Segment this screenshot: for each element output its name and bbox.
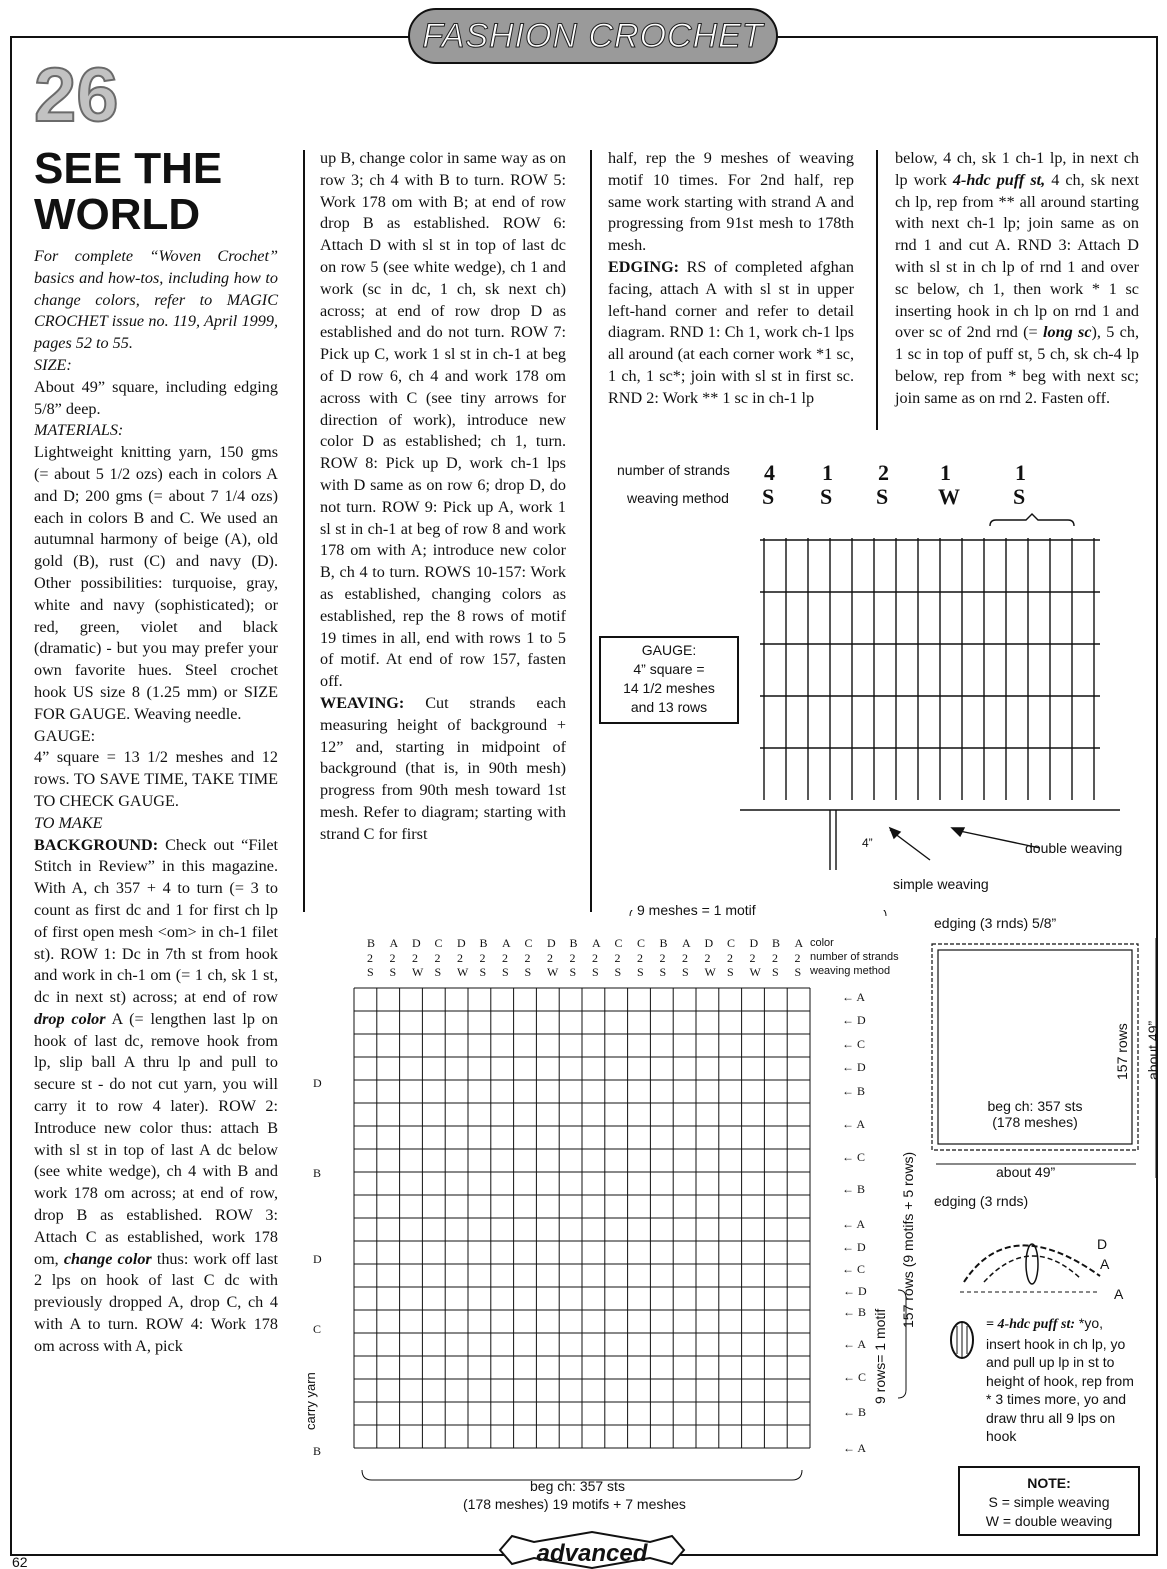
chart-left-color-5: B [313, 1444, 322, 1458]
size-text: About 49” square, including edging 5/8” deep. [34, 377, 278, 418]
chart-strands-7: 2 [502, 951, 508, 965]
chart-strands-4: 2 [434, 951, 441, 965]
group-strands-1: 4 [764, 460, 775, 485]
pattern-title: SEE THE WORLD [34, 144, 223, 239]
chart-method-10: S [569, 965, 577, 979]
edging-cont-text: below, 4 ch, sk 1 ch-1 lp, in next ch lp work 4-hdc puff st, 4 ch, sk next ch lp, rep from ** all around starting with next ch-1 lp; join same as on rnd 1 and cut A. RND 3: Attach D with sl st in ch lp of rnd 1 and over sc below, ch 1, then work * 1 sc inserting hook in ch lp on rnd 1 and over sc of 2nd rnd (= long sc), 5 ch, 1 sc in top of puff st, 5 ch, sk ch-4 lp below, rep from * beg with next sc; join same as on rnd 2. Fasten off. [895, 149, 1140, 407]
edging-a-label: A [1100, 1256, 1110, 1272]
square-edging-label: edging (3 rnds) 5/8” [934, 915, 1057, 931]
edging-d-label: D [1097, 1236, 1108, 1252]
edging-detail-diagram [950, 1212, 1120, 1312]
size-heading: SIZE: [34, 355, 72, 374]
chart-row-color-5: ← B [842, 1084, 866, 1098]
chart-method-13: S [637, 965, 644, 979]
beg-chain-detail: (178 meshes) 19 motifs + 7 meshes [463, 1496, 686, 1512]
puff-stitch-icon [948, 1318, 978, 1368]
square-beg-label: beg ch: 357 sts (178 meshes) [987, 1098, 1083, 1130]
chart-left-color-4: C [313, 1322, 322, 1336]
chart-legend: color number of strands weaving method [810, 937, 899, 977]
method-label: weaving method [627, 490, 729, 506]
chart-strands-19: 2 [772, 951, 778, 965]
chart-row-color-3: ← C [842, 1037, 866, 1051]
gauge-text: 4” square = 13 1/2 meshes and 12 rows. TO SAVE TIME, TAKE TIME TO CHECK GAUGE. [34, 748, 278, 810]
chart-strands-2: 2 [389, 951, 396, 965]
chart-left-color-1: D [313, 1076, 322, 1090]
materials-text: Lightweight knitting yarn, 150 gms (= about 5 1/2 ozs) each in colors A and D; 200 gms (= about 7 1/4 ozs) each in colors B and C. We used an autumnal harmony of beige (A), old gold (B), rust (C) and navy (D). Other possibilities: turquoise, gray, white and navy (sophisticated); or red, green, violet and black (dramatic) - but you may prefer your own favorite hues. Steel crochet hook US size 8 (1.25 mm) or SIZE FOR GAUGE. Weaving needle. [34, 443, 278, 723]
chart-method-11: S [592, 965, 599, 979]
chart-color-4: C [434, 936, 443, 950]
column-2 [320, 148, 566, 846]
chart-row-color-13: ← B [843, 1305, 867, 1319]
column-rule-3 [876, 150, 878, 430]
page-number: 62 [12, 1554, 28, 1569]
chart-method-16: W [704, 965, 716, 979]
chart-method-15: S [682, 965, 689, 979]
chart-row-color-16: ← B [843, 1405, 867, 1419]
chart-method-6: S [479, 965, 487, 979]
chart-row-color-1: ← A [842, 990, 866, 1004]
chart-strands-17: 2 [727, 951, 733, 965]
rows-per-motif-label: 9 rows= 1 motif [872, 1308, 888, 1404]
chart-color-1: B [367, 936, 376, 950]
weaving-cont-text: half, rep the 9 meshes of weaving motif 10 times. For 2nd half, rep same work starting with strand A and progressing from 91st mesh to 178th mesh. [608, 149, 854, 255]
chart-color-7: A [502, 936, 511, 950]
note-box: NOTE: S = simple weaving W = double weaving [958, 1466, 1140, 1536]
chart-row-color-7: ← C [842, 1150, 866, 1164]
double-weaving-label: double weaving [1025, 840, 1123, 856]
chart-method-9: W [547, 965, 559, 979]
chart-strands-12: 2 [614, 951, 621, 965]
chart-color-6: B [479, 936, 488, 950]
chart-method-14: S [659, 965, 667, 979]
chart-row-color-6: ← A [842, 1117, 866, 1131]
chart-strands-11: 2 [592, 951, 598, 965]
group-strands-3: 2 [878, 460, 889, 485]
pattern-number: 26 [34, 53, 119, 138]
section-header [408, 8, 778, 64]
section-title: FASHION CROCHET [422, 16, 764, 55]
chart-color-15: A [682, 936, 691, 950]
chart-row-color-4: ← D [842, 1060, 866, 1074]
chart-color-13: C [637, 936, 646, 950]
badge-label: advanced [536, 1540, 648, 1567]
chart-strands-20: 2 [794, 951, 801, 965]
weaving-text: WEAVING: Cut strands each measuring height of background + 12” and, starting in midpoint of background (that is, in 90th mesh) progress from 90th mesh toward 1st mesh. Refer to diagram; starting with strand C for first [320, 693, 566, 843]
group-method-2: S [820, 484, 833, 509]
simple-weaving-label: simple weaving [893, 876, 989, 892]
group-method-3: S [876, 484, 889, 509]
chart-color-10: B [569, 936, 578, 950]
chart-method-5: W [457, 965, 469, 979]
group-strands-2: 1 [822, 460, 833, 485]
chart-row-color-2: ← D [842, 1013, 866, 1027]
to-make-heading: TO MAKE [34, 813, 103, 832]
chart-row-color-12: ← D [843, 1284, 867, 1298]
chart-method-7: S [502, 965, 509, 979]
chart-row-color-17: ← A [843, 1441, 867, 1455]
chart-method-12: S [614, 965, 622, 979]
column-rule-1 [303, 150, 305, 912]
chart-left-color-3: D [313, 1252, 322, 1266]
materials-heading: MATERIALS: [34, 421, 124, 440]
chart-color-19: B [772, 936, 781, 950]
chart-method-3: W [412, 965, 424, 979]
group-method-5: S [1013, 484, 1026, 509]
gauge-heading: GAUGE: [34, 726, 96, 745]
chart-color-17: C [727, 936, 736, 950]
background-text: BACKGROUND: Check out “Filet Stitch in Review” in this magazine. With A, ch 357 + 4 to turn (= 3 to count as first dc and 1 for first ch lp of first open mesh <om> in ch-1 filet st). ROW 1: Dc in 7th st from hook and work in ch-1 om (= 1 ch, sk 1 st, dc in next st) across; at end of row drop color A (= lengthen last lp on hook of last dc, remove hook from lp, slip ball A thru lp and pull to secure st - do not cut yarn, you will carry it to row 4 later). ROW 2: Introduce new color thus: attach B with sl st in top of last A dc below (see white wedge), ch 4 with B and work 178 om across; at end of row, drop B as established. ROW 3: Attach C as established, work 178 om, change color thus: work off last 2 lps on hook of last C dc with previously dropped A, drop C, ch 4 with A to turn. ROW 4: Work 178 om across with A, pick [34, 835, 279, 1355]
column-4 [895, 148, 1139, 410]
puff-stitch-explanation: = 4-hdc puff st: *yo, insert hook in ch lp, yo and pull up lp in st to height of hook, rep from * 3 times more, yo and draw thru all 9 lps on hook [986, 1315, 1134, 1444]
square-rows-label: 157 rows [1114, 1023, 1130, 1080]
edging-detail-label: edging (3 rnds) [934, 1193, 1029, 1209]
rows-text: up B, change color in same way as on row 3; ch 4 with B to turn. ROW 5: Work 178 om with B; at end of row drop B as established. ROW 6: Attach D with sl st in top of last dc on row 5 (see white wedge), ch 1 and work (sc in dc, 1 ch, sk next ch) across; at end of row drop D as established and do not turn. ROW 7: Pick up C, work 1 sl st in ch-1 at beg of D row 6, ch 4 and work 178 om across with C (see tiny arrows for direction of work), introduce new color D as established; ch 1, turn. ROW 8: Pick up D, work ch-1 lps with D same as on row 6; drop D, do not turn. ROW 9: Pick up A, work 1 sl st in ch-1 at beg of row 8 and work 178 om with A; introduce new color B, ch 4 to turn. ROWS 10-157: Work as established, changing colors as established, rep the 8 rows of motif 19 times in all, end with rows 1 to 5 of motif. At end of row 157, fasten off. [320, 149, 566, 691]
group-strands-4: 1 [940, 460, 951, 485]
difficulty-badge [494, 1530, 690, 1569]
four-inch-label: 4” [862, 836, 873, 850]
group-strands-5: 1 [1015, 460, 1026, 485]
column-rule-2 [590, 150, 592, 912]
chart-color-9: D [547, 936, 556, 950]
chart-row-color-9: ← A [842, 1217, 866, 1231]
carry-yarn-label: carry yarn [303, 1372, 318, 1430]
chart-color-3: D [412, 936, 421, 950]
square-bottom-label: about 49” [996, 1164, 1056, 1180]
strands-label: number of strands [617, 462, 730, 478]
column-3 [608, 148, 854, 410]
chart-strands-10: 2 [569, 951, 576, 965]
edging-text: EDGING: RS of completed afghan facing, attach A with sl st in upper left-hand corner and refer to detail diagram. RND 1: Ch 1, work ch-1 lps all around (at each corner work *1 sc, 1 ch, 1 sc*; join with sl st in first sc. RND 2: Work ** 1 sc in ch-1 lp [608, 257, 854, 407]
chart-color-8: C [524, 936, 533, 950]
chart-color-12: C [614, 936, 623, 950]
gauge-box: GAUGE: 4” square = 14 1/2 meshes and 13 rows [599, 636, 739, 724]
weave-brace [990, 514, 1074, 526]
chart-row-color-8: ← B [842, 1182, 866, 1196]
group-method-4: W [938, 484, 960, 509]
chart-strands-18: 2 [749, 951, 756, 965]
chart-strands-9: 2 [547, 951, 553, 965]
chart-method-17: S [727, 965, 734, 979]
chart-row-color-10: ← D [842, 1240, 866, 1254]
chart-method-1: S [367, 965, 374, 979]
chart-color-2: A [389, 936, 399, 950]
chart-strands-6: 2 [479, 951, 486, 965]
beg-chain-label: beg ch: 357 sts [530, 1478, 625, 1494]
chart-method-8: S [524, 965, 532, 979]
chart-color-20: A [794, 936, 804, 950]
total-rows-label: 157 rows (9 motifs + 5 rows) [900, 1151, 916, 1328]
chart-row-color-15: ← C [843, 1370, 867, 1384]
chart-strands-3: 2 [412, 951, 418, 965]
column-1 [34, 246, 278, 1358]
chart-row-color-11: ← C [842, 1262, 866, 1276]
chart-strands-5: 2 [457, 951, 463, 965]
chart-strands-13: 2 [637, 951, 643, 965]
chart-method-2: S [389, 965, 397, 979]
chart-row-color-14: ← A [843, 1337, 867, 1351]
chart-method-19: S [772, 965, 779, 979]
chart-strands-14: 2 [659, 951, 666, 965]
chart-color-5: D [457, 936, 466, 950]
chart-method-18: W [749, 965, 761, 979]
weaving-diagram [740, 510, 1160, 890]
motif-label: 9 meshes = 1 motif [637, 902, 756, 918]
chart-left-color-2: B [313, 1166, 322, 1180]
intro-text: For complete “Woven Crochet” basics and how-tos, including how to change colors, refer to MAGIC CROCHET issue no. 119, April 1999, pages 52 to 55. [34, 247, 278, 353]
chart-color-14: B [659, 936, 668, 950]
crochet-chart [300, 910, 900, 1510]
edging-a2-label: A [1114, 1286, 1124, 1302]
chart-color-11: A [592, 936, 601, 950]
chart-method-4: S [434, 965, 442, 979]
chart-strands-8: 2 [524, 951, 531, 965]
group-method-1: S [762, 484, 775, 509]
chart-strands-16: 2 [704, 951, 711, 965]
chart-method-20: S [794, 965, 802, 979]
square-side-label: about 49” [1145, 1020, 1161, 1080]
chart-color-18: D [749, 936, 759, 950]
chart-strands-1: 2 [367, 951, 373, 965]
chart-color-16: D [704, 936, 714, 950]
rows-brackets [880, 1050, 920, 1410]
chart-strands-15: 2 [682, 951, 688, 965]
